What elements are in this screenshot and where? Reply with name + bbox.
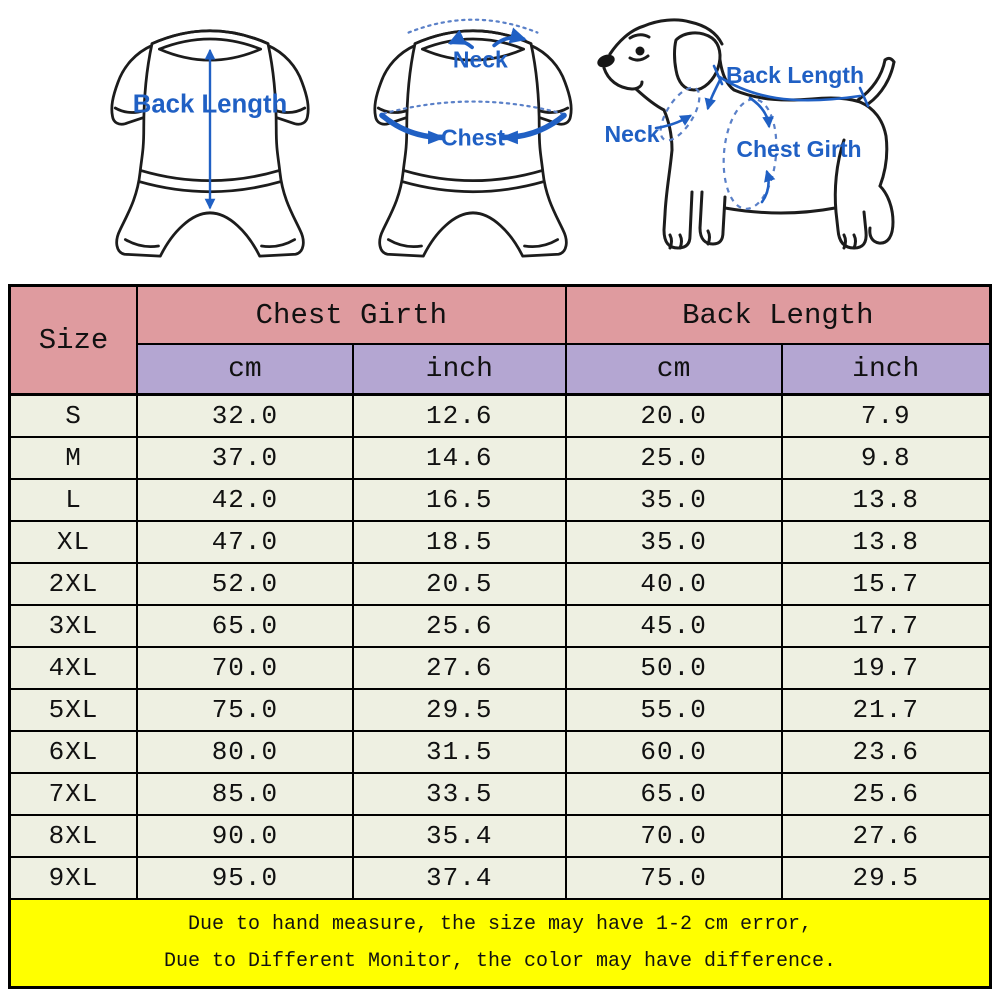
value-cell: 37.4 [353, 857, 566, 899]
disclaimer-line-1: Due to hand measure, the size may have 1-2 cm error, [187, 913, 813, 937]
size-column-header: Size [10, 286, 138, 395]
size-cell: 4XL [10, 647, 138, 689]
side-neck-label: Neck [604, 121, 660, 147]
value-cell: 35.0 [566, 479, 782, 521]
front-view-diagram [112, 31, 308, 256]
value-cell: 16.5 [353, 479, 566, 521]
value-cell: 27.6 [353, 647, 566, 689]
value-cell: 70.0 [566, 815, 782, 857]
size-cell: 2XL [10, 563, 138, 605]
value-cell: 35.0 [566, 521, 782, 563]
size-table [8, 284, 992, 989]
value-cell: 18.5 [353, 521, 566, 563]
front-back-length-label: Back Length [132, 90, 288, 119]
size-cell: 3XL [10, 605, 138, 647]
value-cell: 65.0 [137, 605, 353, 647]
dog-eye [636, 47, 645, 56]
disclaimer-line-2: Due to Different Monitor, the color may have difference. [163, 949, 837, 973]
table-row [10, 563, 991, 605]
value-cell: 23.6 [782, 731, 991, 773]
value-cell: 27.6 [782, 815, 991, 857]
value-cell: 29.5 [353, 689, 566, 731]
value-cell: 45.0 [566, 605, 782, 647]
size-table-header [10, 286, 991, 395]
table-row [10, 395, 991, 438]
neck-pointer-arrow [656, 116, 690, 128]
size-cell: 8XL [10, 815, 138, 857]
value-cell: 75.0 [566, 857, 782, 899]
value-cell: 85.0 [137, 773, 353, 815]
value-cell: 80.0 [137, 731, 353, 773]
value-cell: 25.0 [566, 437, 782, 479]
chest-inch-header: inch [353, 344, 566, 395]
value-cell: 14.6 [353, 437, 566, 479]
size-cell: 9XL [10, 857, 138, 899]
side-chest-girth-label: Chest Girth [736, 136, 862, 162]
size-cell: M [10, 437, 138, 479]
size-cell: S [10, 395, 138, 438]
size-cell: L [10, 479, 138, 521]
table-row [10, 647, 991, 689]
value-cell: 12.6 [353, 395, 566, 438]
value-cell: 90.0 [137, 815, 353, 857]
value-cell: 42.0 [137, 479, 353, 521]
value-cell: 40.0 [566, 563, 782, 605]
value-cell: 75.0 [137, 689, 353, 731]
dog-side-view-diagram [592, 2, 894, 248]
side-back-length-label: Back Length [725, 62, 865, 88]
value-cell: 21.7 [782, 689, 991, 731]
value-cell: 50.0 [566, 647, 782, 689]
back-cm-header: cm [566, 344, 782, 395]
value-cell: 25.6 [353, 605, 566, 647]
neck-girth-dashed-ellipse [653, 82, 707, 147]
table-row [10, 773, 991, 815]
value-cell: 70.0 [137, 647, 353, 689]
back-view-neck-label: Neck [452, 46, 508, 73]
size-cell: 7XL [10, 773, 138, 815]
chest-cm-header: cm [137, 344, 353, 395]
chest-girth-header: Chest Girth [137, 286, 566, 345]
value-cell: 20.0 [566, 395, 782, 438]
value-cell: 25.6 [782, 773, 991, 815]
chest-top-arrow [750, 98, 769, 126]
value-cell: 15.7 [782, 563, 991, 605]
table-row [10, 815, 991, 857]
table-row [10, 689, 991, 731]
back-length-header: Back Length [566, 286, 991, 345]
disclaimer-banner [10, 899, 991, 988]
value-cell: 19.7 [782, 647, 991, 689]
value-cell: 52.0 [137, 563, 353, 605]
table-row [10, 731, 991, 773]
size-table-body [10, 395, 991, 900]
value-cell: 55.0 [566, 689, 782, 731]
value-cell: 13.8 [782, 521, 991, 563]
value-cell: 33.5 [353, 773, 566, 815]
value-cell: 7.9 [782, 395, 991, 438]
value-cell: 35.4 [353, 815, 566, 857]
value-cell: 9.8 [782, 437, 991, 479]
value-cell: 31.5 [353, 731, 566, 773]
value-cell: 13.8 [782, 479, 991, 521]
back-view-diagram [375, 20, 571, 256]
value-cell: 65.0 [566, 773, 782, 815]
size-cell: XL [10, 521, 138, 563]
value-cell: 29.5 [782, 857, 991, 899]
size-cell: 5XL [10, 689, 138, 731]
back-inch-header: inch [782, 344, 991, 395]
dog-ear [675, 33, 721, 90]
value-cell: 37.0 [137, 437, 353, 479]
withers-arrow [708, 80, 720, 108]
value-cell: 95.0 [137, 857, 353, 899]
dog-nose [595, 52, 616, 69]
table-row [10, 857, 991, 899]
value-cell: 17.7 [782, 605, 991, 647]
value-cell: 60.0 [566, 731, 782, 773]
value-cell: 20.5 [353, 563, 566, 605]
table-row [10, 605, 991, 647]
table-row [10, 521, 991, 563]
value-cell: 47.0 [137, 521, 353, 563]
table-row [10, 479, 991, 521]
value-cell: 32.0 [137, 395, 353, 438]
table-row [10, 437, 991, 479]
back-view-chest-label: Chest [441, 124, 505, 151]
measurement-diagrams [0, 0, 1000, 284]
size-cell: 6XL [10, 731, 138, 773]
